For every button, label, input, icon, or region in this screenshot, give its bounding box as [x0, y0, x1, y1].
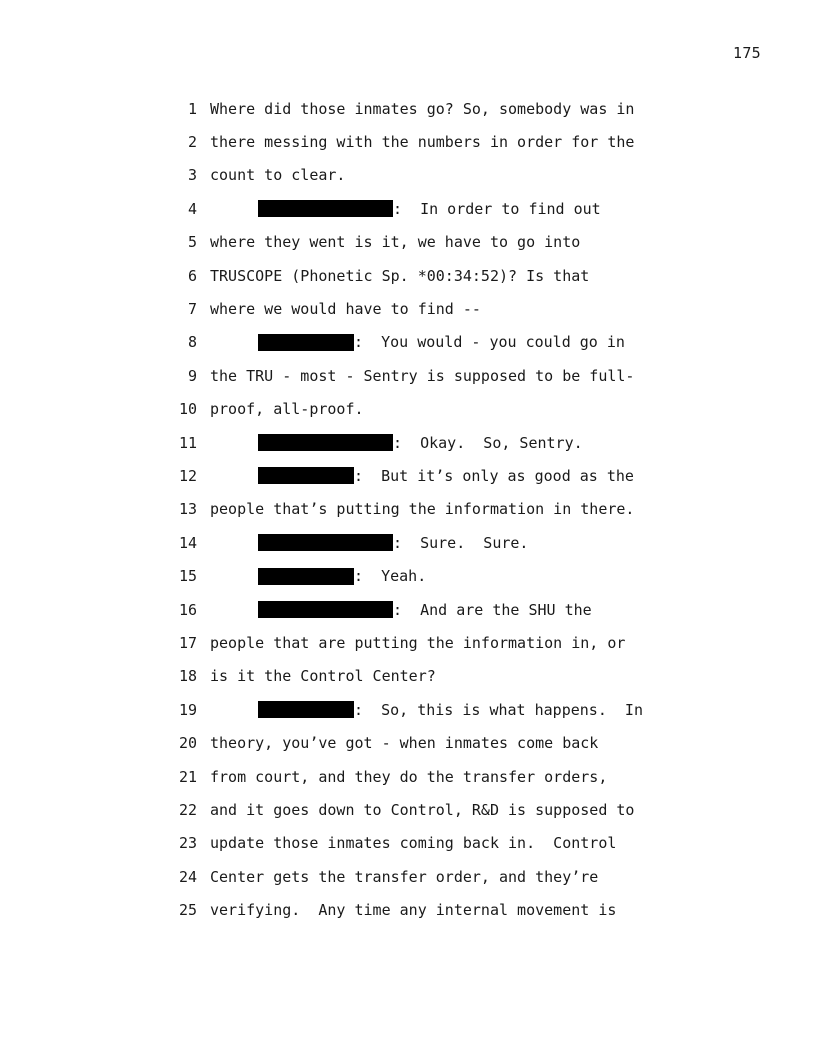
transcript-line	[150, 760, 710, 793]
speaker-text: : So, this is what happens. In	[354, 700, 643, 719]
line-number: 6	[187, 266, 197, 285]
line-number: 9	[187, 366, 197, 385]
line-number: 2	[187, 133, 197, 152]
transcript-line	[150, 793, 710, 826]
transcript-line	[150, 259, 710, 292]
line-number: 20	[178, 734, 197, 753]
line-text: there messing with the numbers in order for the	[210, 133, 635, 152]
line-number: 22	[178, 800, 197, 819]
transcript-line	[150, 192, 710, 225]
line-number: 12	[178, 466, 197, 485]
transcript-line	[150, 827, 710, 860]
line-text: verifying. Any time any internal movement is	[210, 901, 617, 920]
line-text: people that are putting the information in, or	[210, 633, 626, 652]
transcript-line	[150, 493, 710, 526]
redaction-box	[258, 467, 354, 484]
speaker-text: : In order to find out	[393, 199, 601, 218]
speaker-text: : And are the SHU the	[393, 600, 592, 619]
redaction-box	[258, 601, 393, 618]
line-number: 15	[178, 567, 197, 586]
redaction-box	[258, 534, 393, 551]
transcript-line	[150, 626, 710, 659]
transcript-line	[150, 393, 710, 426]
line-number: 10	[178, 400, 197, 419]
transcript-line	[150, 559, 710, 592]
page-number: 175	[733, 44, 761, 62]
line-text: TRUSCOPE (Phonetic Sp. *00:34:52)? Is that	[210, 266, 590, 285]
transcript-line	[150, 125, 710, 158]
line-number: 18	[178, 667, 197, 686]
line-number: 16	[178, 600, 197, 619]
transcript-line	[150, 359, 710, 392]
redaction-box	[258, 568, 354, 585]
line-text: theory, you’ve got - when inmates come back	[210, 734, 599, 753]
speaker-line	[210, 534, 528, 552]
speaker-line	[210, 200, 601, 218]
transcript-line	[150, 526, 710, 559]
line-text: and it goes down to Control, R&D is supposed to	[210, 800, 635, 819]
line-number: 13	[178, 500, 197, 519]
transcript-line	[150, 726, 710, 759]
line-number: 11	[178, 433, 197, 452]
transcript-line	[150, 326, 710, 359]
transcript-line	[150, 860, 710, 893]
line-number: 24	[178, 867, 197, 886]
line-text: Where did those inmates go? So, somebody was in	[210, 99, 635, 118]
line-text: count to clear.	[210, 166, 346, 185]
speaker-text: : Sure. Sure.	[393, 533, 529, 552]
line-text: Center gets the transfer order, and they’re	[210, 867, 599, 886]
transcript-line	[150, 226, 710, 259]
line-text: from court, and they do the transfer orders,	[210, 767, 608, 786]
transcript-line	[150, 693, 710, 726]
speaker-text: : Okay. So, Sentry.	[393, 433, 583, 452]
transcript-line	[150, 660, 710, 693]
speaker-line	[210, 567, 426, 585]
line-text: the TRU - most - Sentry is supposed to be full-	[210, 366, 635, 385]
line-number: 14	[178, 533, 197, 552]
speaker-line	[210, 701, 643, 719]
line-number: 5	[187, 233, 197, 252]
line-number: 4	[187, 199, 197, 218]
speaker-line	[210, 434, 583, 452]
line-number: 25	[178, 901, 197, 920]
line-text: is it the Control Center?	[210, 667, 436, 686]
transcript-line	[150, 92, 710, 125]
transcript-line	[150, 159, 710, 192]
line-number: 1	[187, 99, 197, 118]
redaction-box	[258, 334, 354, 351]
transcript-line	[150, 893, 710, 926]
speaker-text: : You would - you could go in	[354, 333, 625, 352]
line-number: 7	[187, 300, 197, 319]
speaker-line	[210, 333, 625, 351]
speaker-text: : But it’s only as good as the	[354, 466, 634, 485]
speaker-text: : Yeah.	[354, 567, 427, 586]
redaction-box	[258, 434, 393, 451]
line-number: 21	[178, 767, 197, 786]
line-number: 8	[187, 333, 197, 352]
redaction-box	[258, 200, 393, 217]
transcript-line	[150, 426, 710, 459]
speaker-line	[210, 467, 634, 485]
line-text: update those inmates coming back in. Control	[210, 834, 617, 853]
transcript-body	[150, 92, 710, 927]
transcript-line	[150, 459, 710, 492]
transcript-line	[150, 292, 710, 325]
line-text: where they went is it, we have to go into	[210, 233, 581, 252]
line-number: 19	[178, 700, 197, 719]
line-text: proof, all-proof.	[210, 400, 364, 419]
line-number: 23	[178, 834, 197, 853]
transcript-line	[150, 593, 710, 626]
line-number: 17	[178, 633, 197, 652]
line-number: 3	[187, 166, 197, 185]
speaker-line	[210, 601, 592, 619]
redaction-box	[258, 701, 354, 718]
line-text: people that’s putting the information in there.	[210, 500, 635, 519]
line-text: where we would have to find --	[210, 300, 481, 319]
